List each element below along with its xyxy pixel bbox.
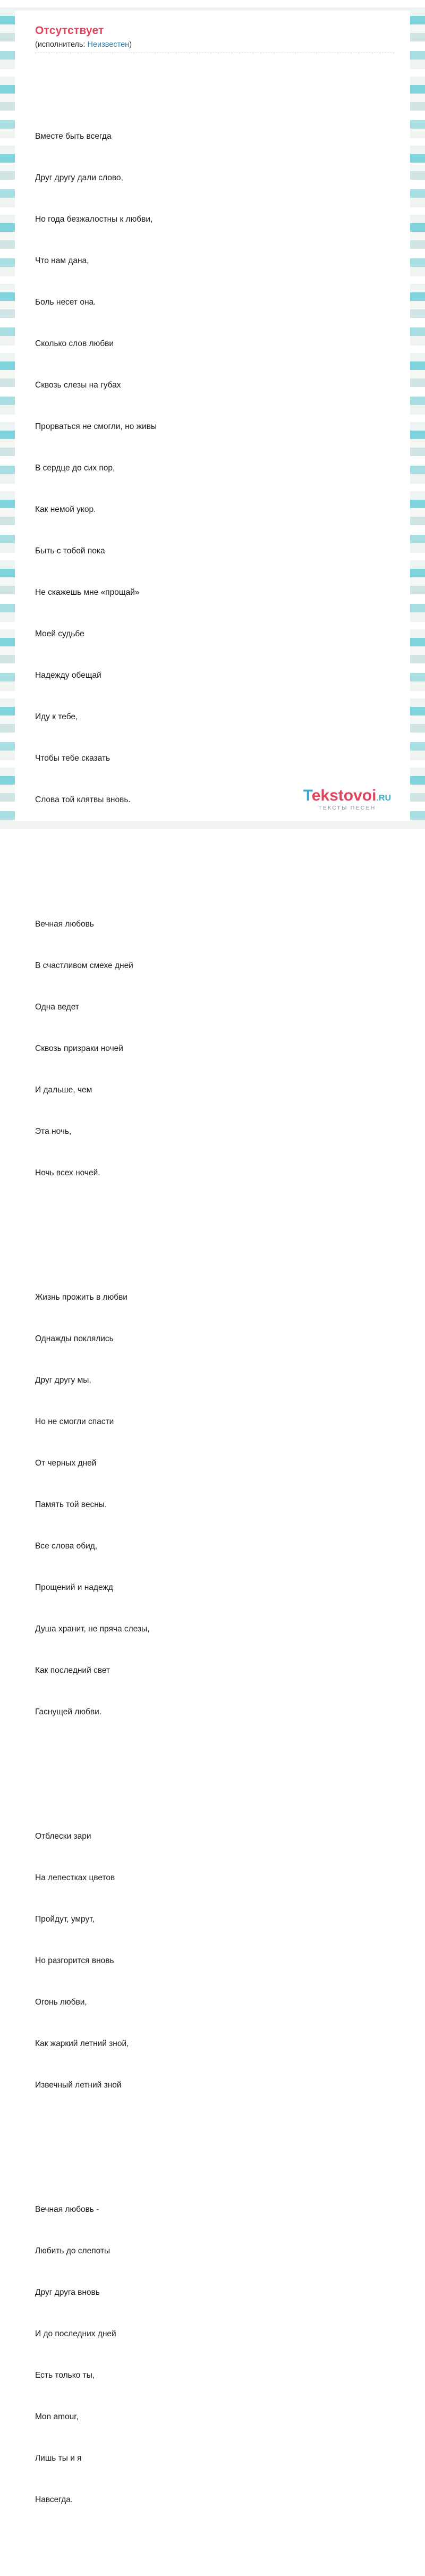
lyric-line: Боль несет она. bbox=[35, 298, 96, 307]
lyric-line: Но не смогли спасти bbox=[35, 1417, 114, 1426]
lyric-line: Память той весны. bbox=[35, 1500, 107, 1509]
lyric-line: Есть только ты, bbox=[35, 2371, 95, 2380]
page-title: Отсутствует bbox=[35, 24, 104, 37]
lyric-line: Сколько слов любви bbox=[35, 339, 114, 348]
lyric-line: Что нам дана, bbox=[35, 256, 89, 265]
lyric-line: Как последний свет bbox=[35, 1666, 110, 1675]
lyric-line: Чтобы тебе сказать bbox=[35, 754, 110, 763]
lyric-line: Но разгорится вновь bbox=[35, 1956, 114, 1965]
logo-wordmark bbox=[303, 788, 391, 804]
lyric-line: В сердце до сих пор, bbox=[35, 464, 115, 473]
lyric-line: В счастливом смехе дней bbox=[35, 961, 133, 970]
lyric-line: Как немой укор. bbox=[35, 505, 96, 514]
lyrics-stanza bbox=[35, 1802, 394, 2120]
lyrics-stanza bbox=[35, 2175, 394, 2535]
lyric-line: Моей судьбе bbox=[35, 629, 84, 638]
performer-line bbox=[35, 40, 394, 53]
lyric-line: Mon amour, bbox=[35, 2412, 79, 2421]
lyric-line: И до последних дней bbox=[35, 2329, 116, 2338]
lyric-line: Все слова обид, bbox=[35, 1542, 98, 1551]
lyric-line: Вечная любовь bbox=[35, 920, 94, 929]
lyric-line: Надежду обещай bbox=[35, 671, 101, 680]
logo-tagline: ТЕКСТЫ ПЕСЕН bbox=[318, 805, 376, 811]
lyric-line: Не скажешь мне «прощай» bbox=[35, 588, 140, 597]
lyrics-stanza bbox=[35, 890, 394, 1208]
lyric-line: Друг другу дали слово, bbox=[35, 173, 123, 182]
lyric-line: Друг другу мы, bbox=[35, 1376, 91, 1385]
performer-prefix: (исполнитель: bbox=[35, 40, 86, 49]
lyric-line: Вечная любовь - bbox=[35, 2205, 99, 2214]
lyric-line: От черных дней bbox=[35, 1459, 97, 1468]
lyrics-body bbox=[35, 61, 394, 2576]
lyric-line: Однажды поклялись bbox=[35, 1334, 114, 1343]
lyrics-stanza bbox=[35, 1263, 394, 1747]
lyric-line: Душа хранит, не пряча слезы, bbox=[35, 1624, 150, 1634]
performer-suffix: ) bbox=[129, 40, 132, 49]
logo-domain: .RU bbox=[376, 794, 391, 803]
lyric-line: Одна ведет bbox=[35, 1003, 79, 1012]
lyrics-stanza bbox=[35, 102, 394, 835]
lyric-line: Отблески зари bbox=[35, 1832, 91, 1841]
lyric-line: Лишь ты и я bbox=[35, 2454, 82, 2463]
lyric-line: Сквозь слезы на губах bbox=[35, 381, 121, 390]
lyric-line: Пройдут, умрут, bbox=[35, 1915, 95, 1924]
logo-rest: ekstovoi bbox=[311, 787, 377, 804]
lyric-line: Слова той клятвы вновь. bbox=[35, 795, 131, 804]
lyric-line: Ночь всех ночей. bbox=[35, 1168, 100, 1177]
logo-first-letter: T bbox=[303, 787, 312, 804]
lyric-line: Вместе быть всегда bbox=[35, 132, 112, 141]
performer-link[interactable]: Неизвестен bbox=[87, 40, 130, 49]
site-logo[interactable] bbox=[303, 788, 391, 811]
lyric-line: Эта ночь, bbox=[35, 1127, 72, 1136]
lyric-line: Любить до слепоты bbox=[35, 2246, 110, 2255]
lyric-line: Навсегда. bbox=[35, 2495, 73, 2504]
lyric-line: Прорваться не смогли, но живы bbox=[35, 422, 157, 431]
lyric-line: Но года безжалостны к любви, bbox=[35, 215, 153, 224]
lyric-line: Друг друга вновь bbox=[35, 2288, 100, 2297]
lyric-line: Извечный летний зной bbox=[35, 2081, 122, 2090]
lyrics-card bbox=[15, 11, 410, 2504]
lyric-line: Быть с тобой пока bbox=[35, 546, 105, 555]
lyric-line: Жизнь прожить в любви bbox=[35, 1293, 128, 1302]
lyric-line: И дальше, чем bbox=[35, 1085, 92, 1095]
lyric-line: Как жаркий летний зной, bbox=[35, 2039, 129, 2048]
lyric-line: Огонь любви, bbox=[35, 1998, 87, 2007]
lyric-line: На лепестках цветов bbox=[35, 1873, 115, 1882]
lyric-line: Прощений и надежд bbox=[35, 1583, 113, 1592]
lyric-line: Гаснущей любви. bbox=[35, 1707, 102, 1716]
lyric-line: Сквозь призраки ночей bbox=[35, 1044, 123, 1053]
lyric-line: Иду к тебе, bbox=[35, 712, 78, 721]
